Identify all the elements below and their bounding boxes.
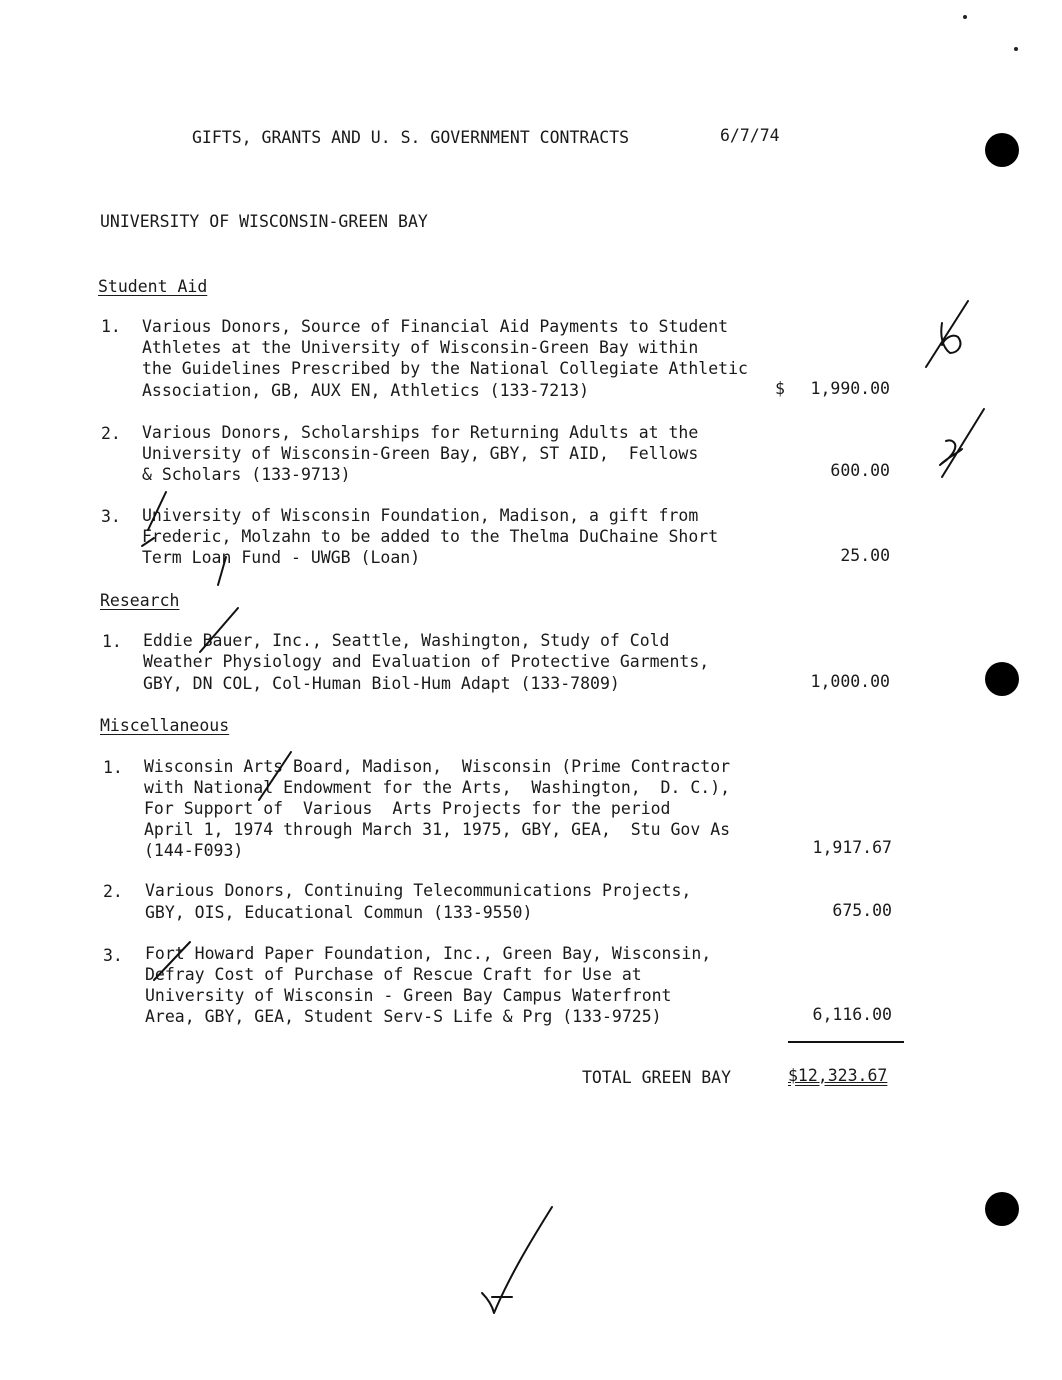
item-line: For Support of Various Arts Projects for the period (144, 799, 671, 818)
item-line: GBY, OIS, Educational Commun (133-9550) (145, 903, 533, 922)
total-amount: $12,323.67 (788, 1066, 888, 1085)
item-amount: 1,990.00 (810, 379, 890, 398)
item-amount: 1,000.00 (810, 672, 890, 691)
section-heading-research: Research (100, 591, 180, 610)
item-amount: 600.00 (830, 461, 890, 480)
item-line: University of Wisconsin-Green Bay, GBY, ST AID, Fellows (142, 444, 699, 463)
document-date: 6/7/74 (720, 126, 780, 145)
item-number: 1. (102, 632, 122, 651)
section-heading-student-aid: Student Aid (98, 277, 208, 296)
item-amount: 675.00 (832, 901, 892, 920)
item-line: University of Wisconsin Foundation, Madison, a gift from (142, 506, 699, 525)
punch-hole (985, 662, 1019, 696)
item-amount: 25.00 (840, 546, 890, 565)
currency-symbol: $ (775, 379, 785, 398)
handwritten-check-mark (920, 295, 980, 375)
item-amount: 1,917.67 (812, 838, 892, 857)
section-heading-miscellaneous: Miscellaneous (100, 716, 230, 735)
item-number: 3. (103, 946, 123, 965)
handwritten-check-mark (210, 555, 240, 590)
handwritten-check-mark (140, 490, 180, 585)
scan-speck (1014, 47, 1018, 51)
total-label: TOTAL GREEN BAY (582, 1068, 732, 1087)
item-line: Area, GBY, GEA, Student Serv-S Life & Prg (133-9725) (145, 1007, 662, 1026)
item-line: Various Donors, Scholarships for Returning Adults at the (142, 423, 699, 442)
punch-hole (985, 133, 1019, 167)
handwritten-check-mark (150, 940, 195, 985)
item-line: Fort Howard Paper Foundation, Inc., Green Bay, Wisconsin, (145, 944, 712, 963)
item-line: Various Donors, Source of Financial Aid Payments to Student (142, 317, 729, 336)
item-number: 2. (103, 882, 123, 901)
item-line: (144-F093) (144, 841, 244, 860)
item-number: 1. (103, 758, 123, 777)
handwritten-check-mark (928, 405, 998, 485)
item-line: & Scholars (133-9713) (142, 465, 351, 484)
item-line: Frederic, Molzahn to be added to the Thelma DuChaine Short (142, 527, 719, 546)
item-line: Athletes at the University of Wisconsin-Green Bay within (142, 338, 699, 357)
handwritten-check-mark (255, 750, 295, 805)
item-number: 3. (101, 507, 121, 526)
document-title: GIFTS, GRANTS AND U. S. GOVERNMENT CONTRACTS (192, 128, 630, 147)
item-number: 2. (101, 424, 121, 443)
item-line: Term Loan Fund - UWGB (Loan) (142, 548, 421, 567)
item-amount: 6,116.00 (812, 1005, 892, 1024)
item-line: University of Wisconsin - Green Bay Campus Waterfront (145, 986, 672, 1005)
institution-name: UNIVERSITY OF WISCONSIN-GREEN BAY (100, 212, 428, 231)
item-line: the Guidelines Prescribed by the National Collegiate Athletic (142, 359, 748, 378)
item-line: Weather Physiology and Evaluation of Protective Garments, (143, 652, 710, 671)
item-line: Various Donors, Continuing Telecommunications Projects, (145, 881, 692, 900)
total-rule (788, 1041, 904, 1043)
item-line: GBY, DN COL, Col-Human Biol-Hum Adapt (133-7809) (143, 674, 620, 693)
item-line: Wisconsin Arts Board, Madison, Wisconsin (Prime Contractor (144, 757, 731, 776)
item-line: with National Endowment for the Arts, Washington, D. C.), (144, 778, 731, 797)
item-line: Defray Cost of Purchase of Rescue Craft for Use at (145, 965, 642, 984)
item-number: 1. (101, 317, 121, 336)
handwritten-check-mark (470, 1205, 570, 1320)
item-line: Eddie Bauer, Inc., Seattle, Washington, Study of Cold (143, 631, 670, 650)
punch-hole (985, 1192, 1019, 1226)
item-line: Association, GB, AUX EN, Athletics (133-7213) (142, 381, 590, 400)
item-line: April 1, 1974 through March 31, 1975, GBY, GEA, Stu Gov As (144, 820, 731, 839)
handwritten-check-mark (196, 606, 241, 656)
scan-speck (963, 15, 967, 19)
